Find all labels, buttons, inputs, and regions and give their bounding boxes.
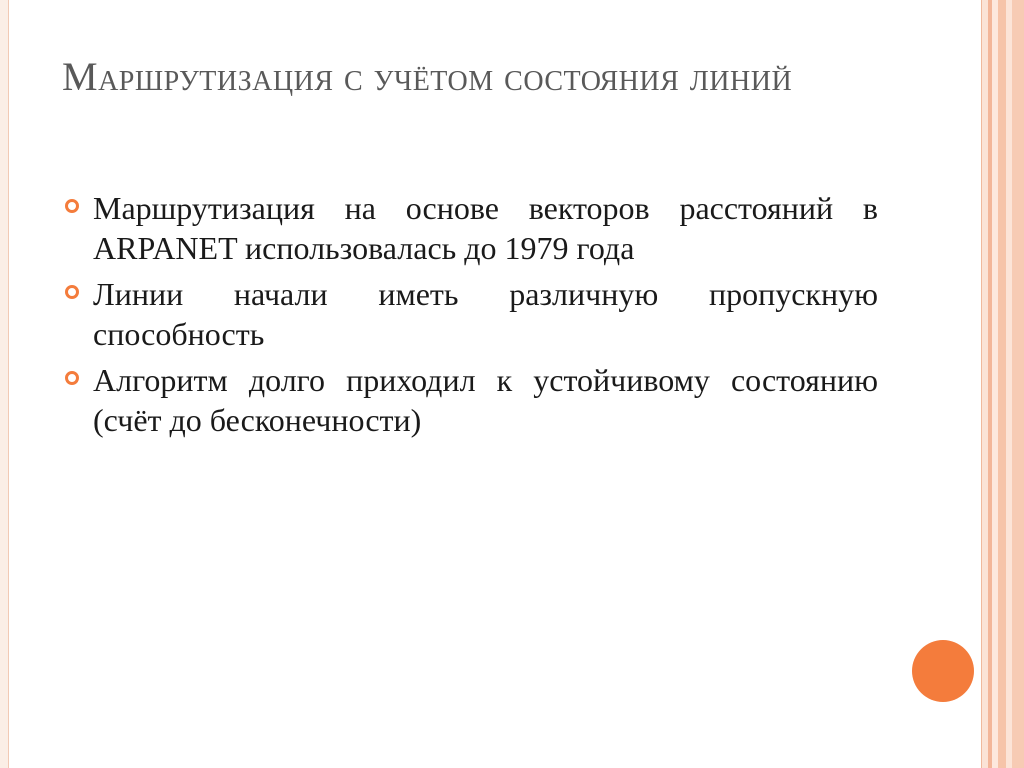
- bullet-text: Линии начали иметь различную пропускную способность: [93, 276, 878, 352]
- decorative-stripe: [998, 0, 1006, 768]
- bullet-item: [62, 188, 878, 268]
- bullet-circle-icon: [65, 199, 79, 213]
- decorative-circle-icon: [912, 640, 974, 702]
- bullet-item: [62, 360, 878, 440]
- bullet-list: [62, 188, 878, 446]
- decorative-stripe: [1012, 0, 1024, 768]
- bullet-item: [62, 274, 878, 354]
- bullet-text: Алгоритм долго приходил к устойчивому состоянию (счёт до бесконечности): [93, 362, 878, 438]
- bullet-circle-icon: [65, 285, 79, 299]
- bullet-text: Маршрутизация на основе векторов расстояний в ARPANET использовалась до 1979 года: [93, 190, 878, 266]
- bullet-circle-icon: [65, 371, 79, 385]
- slide-title: Маршрутизация с учётом состояния линий: [62, 54, 793, 99]
